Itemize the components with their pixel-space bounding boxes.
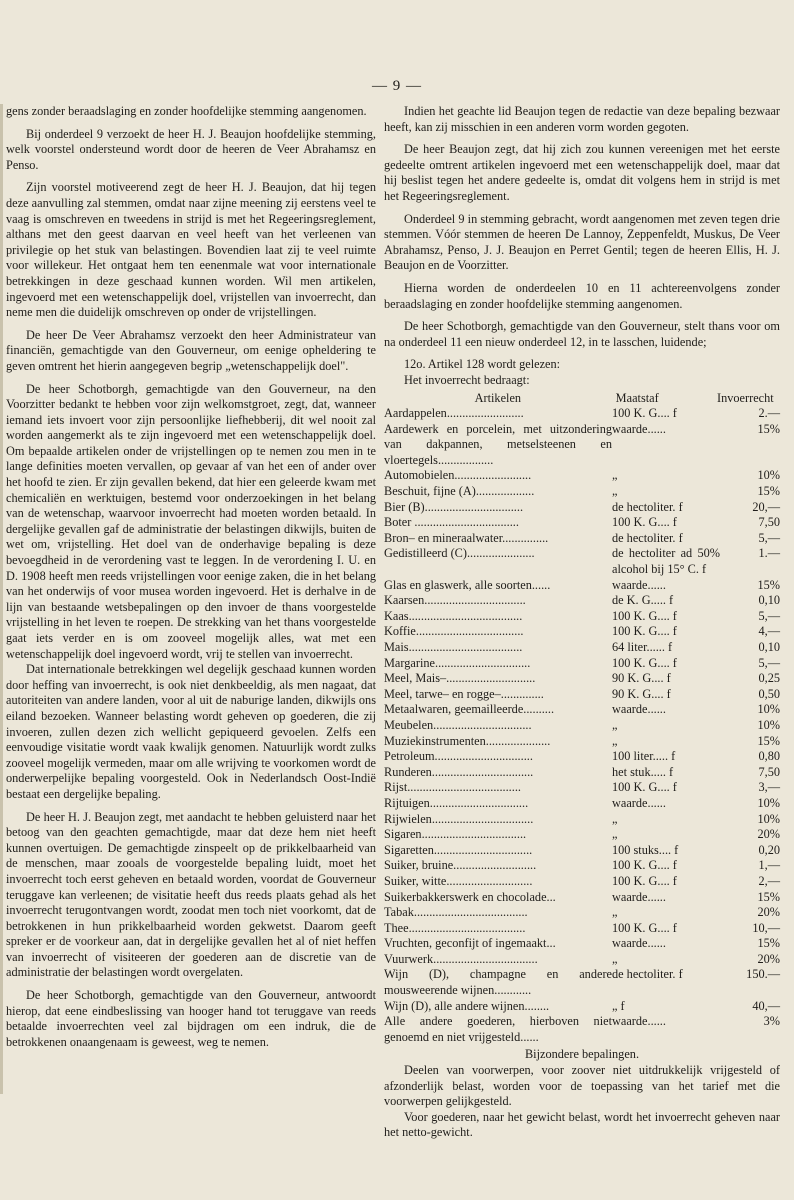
cell-maatstaf: „ xyxy=(612,717,618,732)
cell-maatstaf: waarde...... xyxy=(612,936,666,951)
table-row xyxy=(384,484,780,500)
cell-maatstaf: 100 K. G.... f xyxy=(612,858,677,873)
cell-invoerrecht: 2,— xyxy=(758,873,780,888)
left-column xyxy=(6,104,376,1057)
cell-artikel: Runderen................................. xyxy=(384,764,534,779)
cell-artikel: Koffie................................... xyxy=(384,624,524,639)
table-row xyxy=(384,500,780,516)
table-row xyxy=(384,999,780,1015)
cell-maatstaf: waarde...... xyxy=(612,889,666,904)
table-row xyxy=(384,921,780,937)
paragraph: Zijn voorstel motiveerend zegt de heer H. J. Beaujon, dat hij tegen deze aanvulling zal stemmen, omdat naar zijne meening zij eerstens veel te vaag is omschreven en tweedens in strijd is met het Regeeringsreglement, althans met den geest daarvan en veel heeft van het verleenen van privilegie op het stuk van belastingen. Bovendien laat zij te veel ruimte voor willekeur. Het ontgaat hem ten eenenmale wat voor internationale betrekkingen in deze geschaad kunnen worden. Wil men artikelen, ingevoerd met een wetenschappelijk doel, vrijstellen van invoerrecht, dan neme men die duidelijk omschreven op onder de vrijstellingen. xyxy=(6,180,376,320)
cell-invoerrecht: 20% xyxy=(757,905,780,920)
cell-maatstaf: „ xyxy=(612,811,618,826)
cell-maatstaf: het stuk..... f xyxy=(612,764,674,779)
cell-artikel: Sigaretten................................ xyxy=(384,842,533,857)
cell-artikel: Wijn (D), alle andere wijnen........ xyxy=(384,998,550,1013)
cell-maatstaf: 100 K. G.... f xyxy=(612,873,677,888)
cell-invoerrecht: 20,— xyxy=(752,499,780,514)
cell-invoerrecht: 10% xyxy=(757,811,780,826)
cell-invoerrecht: 0,20 xyxy=(758,842,780,857)
tariff-table xyxy=(384,406,780,1045)
cell-invoerrecht: 20% xyxy=(757,827,780,842)
table-row xyxy=(384,796,780,812)
cell-maatstaf: 100 K. G.... f xyxy=(612,406,677,421)
section-heading: Bijzondere bepalingen. xyxy=(524,1047,640,1062)
table-row xyxy=(384,624,780,640)
cell-invoerrecht: 20% xyxy=(757,951,780,966)
cell-maatstaf: 100 K. G.... f xyxy=(612,608,677,623)
cell-maatstaf: 100 K. G.... f xyxy=(612,624,677,639)
cell-invoerrecht: 10% xyxy=(757,717,780,732)
cell-maatstaf: waarde...... xyxy=(612,421,666,436)
cell-maatstaf: waarde...... xyxy=(612,702,666,717)
cell-maatstaf: waarde...... xyxy=(612,1014,666,1029)
cell-artikel: Kaas..................................... xyxy=(384,608,523,623)
cell-artikel: Rijtuigen................................ xyxy=(384,795,529,810)
page-number: — 9 — xyxy=(372,78,422,94)
table-row xyxy=(384,609,780,625)
cell-invoerrecht: 3,— xyxy=(758,780,780,795)
cell-maatstaf: 100 K. G.... f xyxy=(612,515,677,530)
cell-invoerrecht: 15% xyxy=(757,936,780,951)
cell-maatstaf: 100 K. G.... f xyxy=(612,655,677,670)
cell-artikel: Suiker, witte............................ xyxy=(384,873,533,888)
paragraph: De heer Schotborgh, gemachtigde van den Gouverneur, stelt thans voor om na onderdeel 11 een nieuw onderdeel 12, in te lasschen, luidende; xyxy=(384,319,780,349)
cell-artikel: Petroleum................................ xyxy=(384,749,533,764)
cell-artikel: Suikerbakkerswerk en chocolade... xyxy=(384,889,556,904)
paragraph: Dat internationale betrekkingen wel degelijk geschaad kunnen worden door heffing van invoerrecht, is ook niet denkbeeldig, als men nagaat, dat autoriteiten van andere landen, voor al uit de naburige landen, dikwijls ons eiland bezoeken. Wanneer belasting wordt geheven op goederen, die zij invoeren, zullen dezen zich wellicht gepiqueerd gevoelen. Zelfs een eenvoudige visitatie wordt vaak kwalijk genomen. Natuurlijk wordt zulks zooveel mogelijk vermeden, maar om alle wrijving te voorkomen wordt de onderwerpelijke bepaling voorgesteld. Ook in Nederlandsch Oost-Indië bestaat een dergelijke bepaling. xyxy=(6,662,376,801)
cell-artikel: Mais..................................... xyxy=(384,640,523,654)
cell-maatstaf: waarde...... xyxy=(612,577,666,592)
table-row xyxy=(384,515,780,531)
table-row xyxy=(384,578,780,594)
table-row xyxy=(384,858,780,874)
cell-invoerrecht: 1,— xyxy=(758,858,780,873)
cell-maatstaf: 100 liter..... f xyxy=(612,749,676,764)
cell-maatstaf: „ f xyxy=(612,998,625,1013)
table-row xyxy=(384,749,780,765)
cell-artikel: Vruchten, geconfijt of ingemaakt... xyxy=(384,936,556,951)
cell-invoerrecht: 7,50 xyxy=(758,764,780,779)
cell-maatstaf: „ xyxy=(612,468,618,483)
cell-maatstaf: de K. G..... f xyxy=(612,593,674,608)
table-row xyxy=(384,843,780,859)
table-row xyxy=(384,531,780,547)
cell-invoerrecht: 1.— xyxy=(758,546,780,561)
cell-artikel: Rijst..................................... xyxy=(384,780,521,795)
table-row xyxy=(384,952,780,968)
paragraph: Deelen van voorwerpen, voor zoover niet uitdrukkelijk vrijgesteld of afzonderlijk belast, worden voor de toepassing van het tarief met die voorwerpen gelijkgesteld. xyxy=(384,1063,780,1109)
table-row xyxy=(384,640,780,656)
cell-invoerrecht: 10% xyxy=(757,702,780,717)
table-row xyxy=(384,671,780,687)
cell-invoerrecht: 5,— xyxy=(758,655,780,670)
cell-invoerrecht: 15% xyxy=(757,484,780,499)
cell-invoerrecht: 0,25 xyxy=(758,671,780,686)
cell-artikel: Suiker, bruine........................... xyxy=(384,858,537,873)
cell-invoerrecht: 0,10 xyxy=(758,640,780,654)
cell-maatstaf: 100 K. G.... f xyxy=(612,920,677,935)
cell-artikel: Meel, Mais–............................. xyxy=(384,671,536,686)
paragraph: gens zonder beraadslaging en zonder hoofdelijke stemming aangenomen. xyxy=(6,104,367,118)
cell-artikel: Rijwielen................................. xyxy=(384,811,534,826)
paragraph: De heer Beaujon zegt, dat hij zich zou kunnen vereenigen met het eerste gedeelte omtrent artikelen ingevoerd met een wetenschappelijk doel, maar dat hij beslist tegen het andere gedeelte is, omdat dit volgens hem in strijd is met het Regeeringsreglement. xyxy=(384,142,780,203)
table-row xyxy=(384,687,780,703)
table-row xyxy=(384,967,780,998)
cell-maatstaf: de hectoliter. f xyxy=(612,530,683,545)
cell-invoerrecht: 5,— xyxy=(758,608,780,623)
article-heading: 12o. Artikel 128 wordt gelezen: xyxy=(404,357,561,372)
cell-artikel: Margarine............................... xyxy=(384,655,531,670)
cell-invoerrecht: 4,— xyxy=(758,624,780,639)
table-row xyxy=(384,718,780,734)
column-header-invoerrecht: Invoerrecht xyxy=(717,390,774,405)
cell-artikel: Aardewerk en porcelein, met uitzondering van dakpannen, metselsteenen en vloertegels.................. xyxy=(384,421,612,467)
table-row xyxy=(384,406,780,422)
cell-artikel: Boter .................................. xyxy=(384,515,519,530)
cell-maatstaf: 90 K. G.... f xyxy=(612,686,671,701)
cell-maatstaf: 64 liter...... f xyxy=(612,640,673,654)
paragraph: De heer Schotborgh, gemachtigde van den Gouverneur, na den Voorzitter bedankt te hebben voor zijn welkomstgroet, zegt, dat, wanneer iemand iets invoert voor zijn persoonlijke liefhebberij, dit wel nooit zal worden aangemerkt als te zijn ingevoerd met een wetenschappelijk doel. Om bepaalde artikelen onder de vrijstellingen op te nemen zou men in te lange definities moeten vervallen, op gevaar af van het een of ander over het hoofd te zien. Er zijn gevallen bekend, dat hier een geleerde kwam met chemicaliën en werktuigen, bestemd voor onderzoekingen in het belang van de wetenschap, waarvoor invoerrecht had moeten worden betaald. In dergelijke gevallen gaf de administratie der belastingen dikwijls, buiten de wet om, vrijstelling. Het doel van de onderhavige bepaling is deze bevoegdheid in de verordening vast te leggen. In de verordening I. U. en D. 1908 heeft men reeds vrijstellingen voor eenige zaken, die in het belang van het onderwijs of voor musea worden ingevoerd. Het is derhalve in de lijn van bestaande wetsbepalingen op den invoer de thans voorgestelde vrijstelling in het leven te roepen. De strekking van het thans voorgestelde gaat iets verder en is om zooveel mogelijk alles, wat met een wetenschappelijk doel ingevoerd wordt, vrij te stellen van invoerrecht. xyxy=(6,381,376,661)
cell-artikel: Meel, tarwe– en rogge–.............. xyxy=(384,686,544,701)
table-row xyxy=(384,734,780,750)
cell-invoerrecht: 0,80 xyxy=(758,749,780,764)
cell-artikel: Automobielen......................... xyxy=(384,468,532,483)
cell-maatstaf: de hectoliter ad 50% alcohol bij 15° C. f xyxy=(612,546,720,577)
table-row xyxy=(384,890,780,906)
cell-invoerrecht: 15% xyxy=(757,421,780,436)
tariff-table-header xyxy=(384,391,780,407)
cell-artikel: Kaarsen................................. xyxy=(384,593,526,608)
cell-artikel: Muziekinstrumenten..................... xyxy=(384,733,551,748)
cell-invoerrecht: 15% xyxy=(757,733,780,748)
binding-edge xyxy=(0,104,3,1094)
column-header-maatstaf: Maatstaf xyxy=(615,390,659,405)
cell-artikel: Glas en glaswerk, alle soorten...... xyxy=(384,577,551,592)
cell-invoerrecht: 150.— xyxy=(746,967,780,982)
cell-invoerrecht: 0,50 xyxy=(758,686,780,701)
cell-maatstaf: 90 K. G.... f xyxy=(612,671,671,686)
cell-maatstaf: „ xyxy=(612,484,618,499)
cell-invoerrecht: 7,50 xyxy=(758,515,780,530)
cell-artikel: Thee...................................... xyxy=(384,920,526,935)
cell-maatstaf: „ xyxy=(612,905,618,920)
table-row xyxy=(384,422,780,469)
cell-artikel: Tabak..................................... xyxy=(384,905,528,920)
table-row xyxy=(384,827,780,843)
table-row xyxy=(384,780,780,796)
cell-maatstaf: „ xyxy=(612,733,618,748)
table-row xyxy=(384,1014,780,1045)
cell-maatstaf: „ xyxy=(612,951,618,966)
cell-artikel: Vuurwerk.................................. xyxy=(384,951,538,966)
paragraph: Bij onderdeel 9 verzoekt de heer H. J. Beaujon hoofdelijke stemming, welk voorstel ondersteund wordt door de heeren de Veer Abrahamsz en Penso. xyxy=(6,126,376,172)
cell-artikel: Gedistilleerd (C)...................... xyxy=(384,546,535,561)
paragraph: De heer De Veer Abrahamsz verzoekt den heer Administrateur van financiën, gemachtigde van den Gouverneur, om eenige opheldering te geven omtrent het hierin aangegeven begrip „wetenschappelijk doel". xyxy=(6,327,376,373)
table-row xyxy=(384,702,780,718)
cell-invoerrecht: 15% xyxy=(757,889,780,904)
table-row xyxy=(384,468,780,484)
right-column xyxy=(384,104,780,1148)
table-row xyxy=(384,546,780,577)
cell-artikel: Bier (B)................................ xyxy=(384,499,524,514)
cell-artikel: Bron– en mineraalwater............... xyxy=(384,530,549,545)
paragraph: De heer Schotborgh, gemachtigde van den Gouverneur, antwoordt hierop, dat eene eindbeslissing van hooger hand tot teruggave van reeds betaalde invoerrechten veel zal bijdragen om een indruk, die de betrokkenen onaangenaam is geweest, weg te nemen. xyxy=(6,988,376,1049)
cell-invoerrecht: 10% xyxy=(757,795,780,810)
cell-invoerrecht: 5,— xyxy=(758,530,780,545)
cell-artikel: Metaalwaren, geemailleerde.......... xyxy=(384,702,555,717)
table-row xyxy=(384,765,780,781)
cell-invoerrecht: 3% xyxy=(763,1014,780,1029)
cell-invoerrecht: 10,— xyxy=(752,920,780,935)
cell-maatstaf: de hectoliter. f xyxy=(612,499,683,514)
cell-invoerrecht: 10% xyxy=(757,468,780,483)
cell-artikel: Alle andere goederen, hierboven niet genoemd en niet vrijgesteld...... xyxy=(384,1014,612,1044)
column-header-artikelen: Artikelen xyxy=(474,390,522,405)
cell-artikel: Wijn (D), champagne en andere mousweerende wijnen............ xyxy=(384,967,612,998)
cell-invoerrecht: 0,10 xyxy=(758,593,780,608)
article-subheading: Het invoerrecht bedraagt: xyxy=(404,372,530,387)
cell-maatstaf: 100 K. G.... f xyxy=(612,780,677,795)
table-row xyxy=(384,593,780,609)
table-row xyxy=(384,812,780,828)
paragraph: De heer H. J. Beaujon zegt, met aandacht te hebben geluisterd naar het betoog van den geachten gemachtigde, maar dat deze hem niet heeft kunnen overtuigen. De gemachtigde zinspeelt op de prikkelbaarheid van de menschen, maar zooals de voorgestelde bepaling luidt, moet het invoerrecht toch eerst geheven en betaald worden, voordat de Gouverneur teruggave kan verleenen; de visitatie heeft dus reeds plaats gehad als het invoerrecht terugontvangen wordt, zoodat men toch niet voorkomt, dat de betrokkenen in hun prikkelbaarheid worden gekwetst. Daarom geeft spreker er de voorkeur aan, dat in dergelijke gevallen het al of niet heffen van invoerrecht of visiteeren der goederen aan de discretie van de administratie der belastingen wordt overgelaten. xyxy=(6,809,376,980)
cell-invoerrecht: 2.— xyxy=(758,406,780,421)
table-row xyxy=(384,936,780,952)
cell-maatstaf: 100 stuks.... f xyxy=(612,842,679,857)
cell-invoerrecht: 40,— xyxy=(752,998,780,1013)
cell-artikel: Sigaren.................................. xyxy=(384,827,527,842)
paragraph: Voor goederen, naar het gewicht belast, wordt het invoerrecht geheven naar het netto-gewicht. xyxy=(384,1109,780,1140)
paragraph: Onderdeel 9 in stemming gebracht, wordt aangenomen met zeven tegen drie stemmen. Vóór stemmen de heeren De Lannoy, Zeppenfeldt, Muskus, De Veer Abrahamsz, Penso, J. J. Beaujon en Perret Gentil; tegen de heeren Ellis, H. J. Beaujon en de Voorzitter. xyxy=(384,211,780,273)
table-row xyxy=(384,874,780,890)
cell-artikel: Aardappelen......................... xyxy=(384,406,524,421)
cell-invoerrecht: 15% xyxy=(757,577,780,592)
table-row xyxy=(384,656,780,672)
cell-artikel: Meubelen................................ xyxy=(384,717,532,732)
paragraph: Hierna worden de onderdeelen 10 en 11 achtereenvolgens zonder beraadslaging en zonder hoofdelijke stemming aangenomen. xyxy=(384,280,780,311)
paragraph: Indien het geachte lid Beaujon tegen de redactie van deze bepaling bezwaar heeft, kan zij misschien in een anderen vorm worden gegoten. xyxy=(384,104,780,134)
cell-maatstaf: „ xyxy=(612,827,618,842)
cell-artikel: Beschuit, fijne (A)................... xyxy=(384,484,535,499)
cell-maatstaf: waarde...... xyxy=(612,795,666,810)
table-row xyxy=(384,905,780,921)
cell-maatstaf: de hectoliter. f xyxy=(612,967,683,982)
